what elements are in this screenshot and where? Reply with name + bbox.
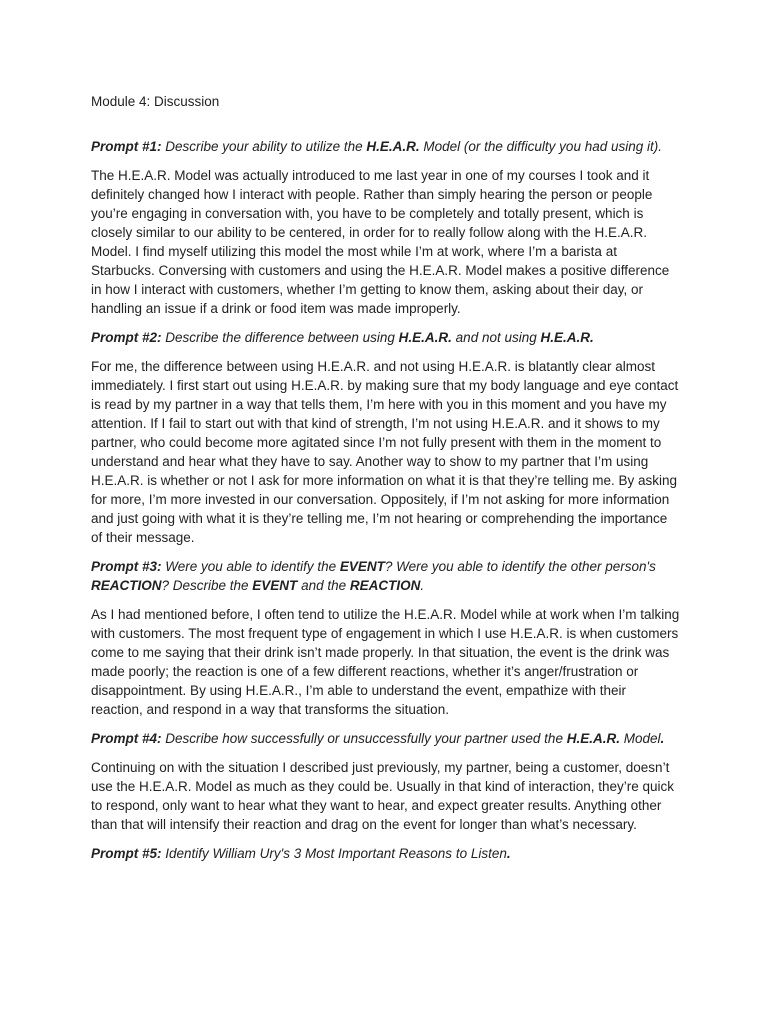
prompt-label: Prompt #1: [91, 139, 162, 154]
prompt-label: Prompt #4: [91, 731, 162, 746]
prompt-emphasis: . [506, 846, 511, 861]
prompt-emphasis: H.E.A.R. [566, 731, 620, 746]
prompt-emphasis: H.E.A.R. [540, 330, 594, 345]
document-page [91, 92, 681, 873]
prompt-section-3 [91, 557, 681, 719]
prompt-emphasis: REACTION [349, 578, 421, 593]
prompt-label: Prompt #3: [91, 559, 162, 574]
answer-4: Continuing on with the situation I described just previously, my partner, being a customer, doesn’t use the H.E.A.R. Model as much as they could be. Usually in that kind of interaction, they’re quick to respond, only want to hear what they want to hear, and expect greater results. Anything other than that will intensify their reaction and drag on the event for longer than what’s necessary. [91, 760, 675, 832]
prompt-2 [91, 328, 681, 347]
answer-1: The H.E.A.R. Model was actually introduced to me last year in one of my courses I took and it definitely changed how I interact with people. Rather than simply hearing the person or people you’re engaging in conversation with, you have to be completely and totally present, which is closely similar to our ability to be centered, in order for to really follow along with the H.E.A.R. Model. I find myself utilizing this model the most while I’m at work, where I’m a barista at Starbucks. Conversing with customers and using the H.E.A.R. Model makes a positive difference in how I interact with customers, whether I’m getting to know them, asking about their day, or handling an issue if a drink or food item was made improperly. [91, 168, 670, 316]
prompt-emphasis: . [660, 731, 665, 746]
prompt-text: Describe your ability to utilize the [161, 139, 367, 154]
prompt-text: . [420, 578, 425, 593]
prompt-4 [91, 729, 681, 748]
prompt-section-5 [91, 844, 681, 863]
prompt-3 [91, 557, 681, 595]
prompt-text: Were you able to identify the [161, 559, 340, 574]
prompt-text: ? Were you able to identify the other person's [384, 559, 656, 574]
prompt-emphasis: REACTION [91, 578, 162, 593]
answer-3: As I had mentioned before, I often tend to utilize the H.E.A.R. Model while at work when I’m talking with customers. The most frequent type of engagement in which I use H.E.A.R. is when customers come to me saying that their drink isn’t made properly. In that situation, the event is the drink was made poorly; the reaction is one of a few different reactions, whether it’s anger/frustration or disappointment. By using H.E.A.R., I’m able to understand the event, empathize with their reaction, and respond in a way that transforms the situation. [91, 607, 680, 717]
prompt-text: and the [297, 578, 350, 593]
prompt-emphasis: H.E.A.R. [366, 139, 420, 154]
prompt-section-1 [91, 137, 681, 318]
prompt-5 [91, 844, 681, 863]
prompt-text: Describe the difference between using [161, 330, 399, 345]
prompt-label: Prompt #2: [91, 330, 162, 345]
prompt-1 [91, 137, 681, 156]
prompt-section-2 [91, 328, 681, 547]
document-heading: Module 4: Discussion [91, 94, 220, 109]
prompt-text: Model (or the difficulty you had using it). [419, 139, 662, 154]
prompt-emphasis: H.E.A.R. [398, 330, 452, 345]
prompt-text: Describe how successfully or unsuccessfully your partner used the [161, 731, 567, 746]
prompt-text: ? Describe the [161, 578, 253, 593]
prompt-section-4 [91, 729, 681, 834]
prompt-emphasis: EVENT [339, 559, 385, 574]
prompt-text: and not using [451, 330, 541, 345]
prompt-label: Prompt #5: [91, 846, 162, 861]
prompt-text: Model [619, 731, 661, 746]
answer-2: For me, the difference between using H.E.A.R. and not using H.E.A.R. is blatantly clear almost immediately. I first start out using H.E.A.R. by making sure that my body language and eye contact is read by my partner in a way that tells them, I’m here with you in this moment and you have my attention. If I fail to start out with that kind of strength, I’m not using H.E.A.R. and it shows to my partner, who could become more agitated since I’m not fully present with them in the moment to understand and hear what they have to say. Another way to show to my partner that I’m using H.E.A.R. is whether or not I ask for more information on what it is that they’re telling me. By asking for more, I’m more invested in our conversation. Oppositely, if I’m not asking for more information and just going with what it is they’re telling me, I’m not hearing or comprehending the importance of their message. [91, 359, 679, 545]
prompt-emphasis: EVENT [252, 578, 298, 593]
prompt-text: Identify William Ury's 3 Most Important Reasons to Listen [161, 846, 507, 861]
